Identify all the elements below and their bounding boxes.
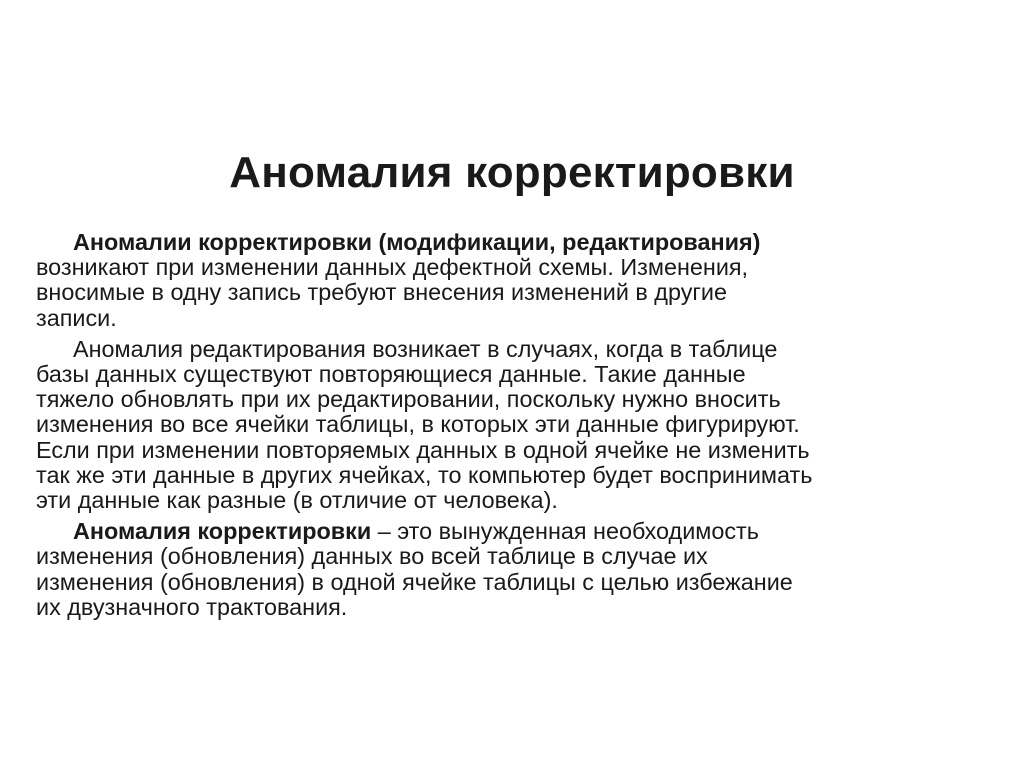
- text-line: базы данных существуют повторяющиеся данные. Такие данные: [36, 361, 746, 388]
- paragraph-1: [36, 230, 994, 331]
- bold-term: Аномалии корректировки (модификации, редактирования): [73, 229, 761, 255]
- text-line: изменения (обновления) в одной ячейке таблицы с целью избежание: [36, 568, 793, 595]
- paragraph-2: [36, 337, 994, 513]
- line-text: – это вынужденная необходимость: [371, 518, 759, 545]
- text-line: так же эти данные в других ячейках, то компьютер будет воспринимать: [36, 461, 813, 488]
- text-line: эти данные как разные (в отличие от человека).: [36, 487, 558, 514]
- text-line: вносимые в одну запись требуют внесения изменений в другие: [36, 279, 728, 306]
- slide-title: Аномалия корректировки: [229, 148, 795, 197]
- paragraph-3: [36, 519, 994, 620]
- text-line: тяжело обновлять при их редактировании, поскольку нужно вносить: [36, 386, 781, 413]
- text-line: их двузначного трактования.: [36, 593, 348, 620]
- text-line: возникают при изменении данных дефектной схемы. Изменения,: [36, 254, 749, 281]
- text-line: [36, 519, 994, 544]
- text-line: [36, 230, 994, 255]
- text-line: Аномалия редактирования возникает в случаях, когда в таблице: [73, 335, 778, 362]
- slide-body: [36, 230, 994, 620]
- text-line: изменения во все ячейки таблицы, в которых эти данные фигурируют.: [36, 411, 800, 438]
- text-line: Если при изменении повторяемых данных в одной ячейке не изменить: [36, 436, 810, 463]
- text-line: изменения (обновления) данных во всей таблице в случае их: [36, 543, 708, 570]
- text-line: записи.: [36, 304, 117, 331]
- bold-term: Аномалия корректировки: [73, 518, 372, 545]
